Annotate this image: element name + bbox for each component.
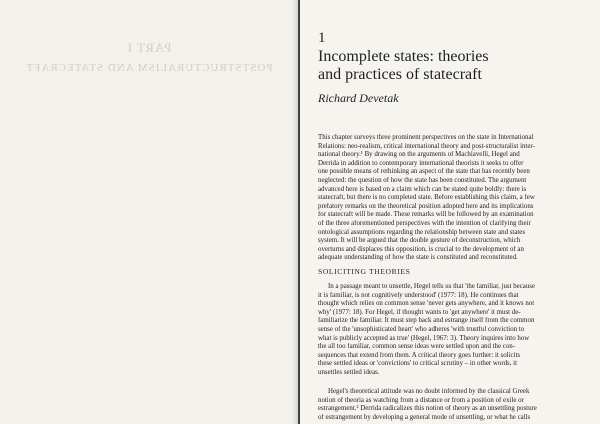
- text-line: sense of the 'unsophisticated heart' who adheres 'with trustful conviction to: [318, 325, 525, 333]
- section-heading: SOLICITING THEORIES: [318, 267, 411, 276]
- text-line: of the three aforementioned perspectives with the intention of clarifying their: [318, 219, 531, 227]
- text-line: neglected: the question of how the state has been constituted. The argument: [318, 176, 527, 184]
- text-line: notion of theoria as watching from a distance or from a position of exile or: [318, 396, 524, 404]
- chapter-number: 1: [318, 30, 326, 46]
- soliciting-paragraph-1: [318, 283, 580, 378]
- text-line: thought which relies on common sense 'never gets anywhere, and it knows not: [318, 300, 535, 308]
- text-line: of estrangement by developing a general mode of unsettling, or what he calls: [318, 413, 531, 421]
- text-line: these settled ideas or 'convictions' to critical scrutiny – in other words, it: [318, 360, 518, 368]
- text-line: the all too familiar, common sense ideas were settled upon and the con-: [318, 343, 516, 351]
- text-line: This chapter surveys three prominent perspectives on the state in International: [318, 134, 534, 141]
- chapter-title-line-2: and practices of statecraft: [318, 66, 482, 83]
- text-line: In a passage meant to unsettle, Hegel tells us that 'the familiar, just because: [328, 283, 536, 290]
- text-line: unsettles settled ideas.: [318, 368, 380, 376]
- text-line: advanced here is based on a claim which can be stated quite boldly: there is: [318, 185, 527, 193]
- chapter-title-line-1: Incomplete states: theories: [318, 48, 489, 65]
- text-line: sequences that extend from them. A critical theory goes further: it solicits: [318, 351, 521, 359]
- text-line: for statecraft will be made. These remarks will be followed by an examination: [318, 211, 534, 219]
- text-line: Derrida in addition to contemporary international theorists it seeks to offer: [318, 159, 524, 167]
- text-line: ontological assumptions regarding the relationship between state and states: [318, 228, 526, 236]
- text-line: why' (1977: 18). For Hegel, if thought wants to 'get anywhere' it must de-: [318, 308, 521, 316]
- chapter-author: Richard Devetak: [318, 91, 399, 105]
- text-line: estrangement.² Derrida radicalizes this notion of theory as an unsettling posture: [318, 405, 537, 413]
- text-line: adequate understanding of how the state is constituted and reconstituted.: [318, 254, 518, 262]
- text-line: what is publicly accepted as true' (Hegel, 1967: 3). Theory inquires into how: [318, 334, 530, 342]
- bleed-through-subheading: POSTSTRUCTURALISM AND STATECRAFT: [25, 62, 273, 74]
- text-line: statecraft, but there is no completed state. Before establishing this claim, a few: [318, 194, 535, 202]
- intro-paragraph: [318, 134, 580, 263]
- text-line: Hegel's theoretical attitude was no doubt informed by the classical Greek: [328, 388, 530, 395]
- text-line: it is familiar, is not cognitively understood' (1977: 18). He continues that: [318, 291, 519, 299]
- text-line: national theory.¹ By drawing on the arguments of Machiavelli, Hegel and: [318, 151, 520, 159]
- chapter-title: [318, 48, 578, 84]
- text-line: one possible means of rethinking an aspect of the state that has recently been: [318, 168, 530, 176]
- text-line: prefatory remarks on the theoretical position adopted here and its implications: [318, 202, 534, 210]
- bleed-through-heading: PART I: [126, 40, 172, 55]
- text-line: Relations: neo-realism, critical international theory and post-structuralist inter-: [318, 142, 535, 150]
- text-line: overturns and displaces this opposition, is crucial to the development of an: [318, 245, 524, 253]
- soliciting-paragraph-2: [318, 388, 580, 422]
- text-line: familiarize the familiar. It must step back and estrange itself from the common: [318, 317, 535, 325]
- left-page: [0, 0, 298, 424]
- text-line: system. It will be argued that the double gesture of deconstruction, which: [318, 237, 521, 245]
